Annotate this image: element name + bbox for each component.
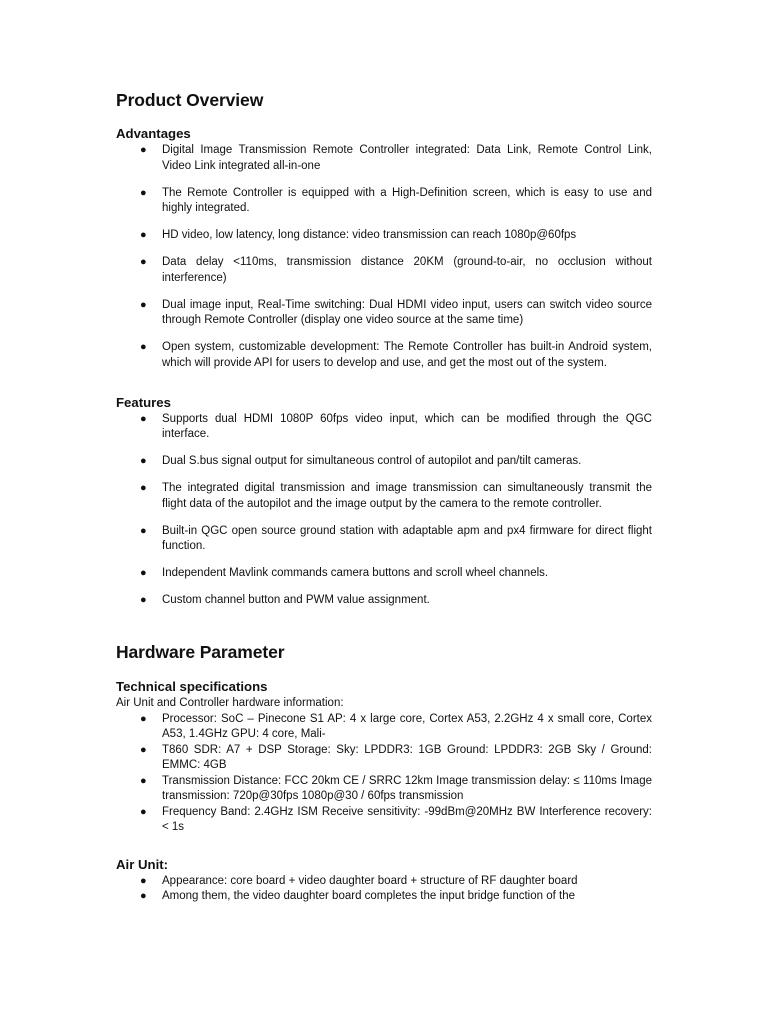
bullet-icon: ● bbox=[140, 712, 147, 725]
air-unit-list bbox=[116, 874, 652, 905]
bullet-icon: ● bbox=[140, 256, 147, 268]
list-item: ● The integrated digital transmission and image transmission can simultaneously transmit the flight data of the autopilot and the image output by the camera to the remote controller. bbox=[140, 482, 652, 510]
product-overview-title: Product Overview bbox=[116, 90, 264, 110]
list-item: ● Dual S.bus signal output for simultaneous control of autopilot and pan/tilt cameras. bbox=[116, 454, 652, 470]
bullet-icon: ● bbox=[140, 524, 147, 537]
list-item: ● Built-in QGC open source ground station with adaptable apm and px4 firmware for direct flight function. bbox=[140, 524, 652, 552]
bullet-icon: ● bbox=[140, 298, 147, 311]
list-item: ● Processor: SoC – Pinecone S1 AP: 4 x large core, Cortex A53, 2.2GHz 4 x small core, Cortex A53, 1.4GHz GPU: 4 core, Mali- bbox=[140, 712, 652, 740]
list-item: ● Dual image input, Real-Time switching: Dual HDMI video input, users can switch video source through Remote Controller (display one video source at the same time) bbox=[140, 298, 652, 326]
bullet-icon: ● bbox=[140, 412, 147, 425]
bullet-icon: ● bbox=[140, 874, 147, 887]
bullet-icon: ● bbox=[140, 594, 147, 606]
features-heading: Features bbox=[116, 394, 171, 410]
bullet-icon: ● bbox=[140, 455, 147, 467]
list-item: ● Data delay <110ms, transmission distance 20KM (ground-to-air, no occlusion without interference) bbox=[140, 256, 652, 284]
technical-specifications-heading: Technical specifications bbox=[116, 679, 268, 694]
list-item: ● Independent Mavlink commands camera buttons and scroll wheel channels. bbox=[116, 566, 652, 582]
bullet-icon: ● bbox=[140, 229, 147, 241]
advantages-list bbox=[116, 143, 652, 371]
bullet-icon: ● bbox=[140, 774, 147, 787]
list-item: ● The Remote Controller is equipped with a High-Definition screen, which is easy to use and highly integrated. bbox=[140, 186, 652, 214]
hardware-parameter-title: Hardware Parameter bbox=[116, 642, 285, 662]
list-item: ● HD video, low latency, long distance: video transmission can reach 1080p@60fps bbox=[116, 228, 652, 244]
document-page bbox=[116, 88, 652, 905]
list-item: ● Transmission Distance: FCC 20km CE / SRRC 12km Image transmission delay: ≤ 110ms Image transmission: 720p@30fps 1080p@30 / 60fps transmission bbox=[140, 774, 652, 802]
bullet-icon: ● bbox=[140, 743, 147, 756]
bullet-icon: ● bbox=[140, 341, 147, 353]
bullet-icon: ● bbox=[140, 567, 147, 579]
technical-intro-text: Air Unit and Controller hardware information: bbox=[116, 697, 344, 709]
list-item: ● Supports dual HDMI 1080P 60fps video input, which can be modified through the QGC interface. bbox=[140, 412, 652, 440]
list-item: ● Open system, customizable development: The Remote Controller has built-in Android system, which will provide API for users to develop and use, and get the most out of the system. bbox=[140, 341, 652, 369]
bullet-icon: ● bbox=[140, 890, 147, 902]
list-item: ● T860 SDR: A7 + DSP Storage: Sky: LPDDR3: 1GB Ground: LPDDR3: 2GB Sky / Ground: EMMC: 4GB bbox=[140, 743, 652, 771]
features-list bbox=[116, 412, 652, 609]
list-item: ● Appearance: core board + video daughter board + structure of RF daughter board bbox=[116, 874, 652, 890]
air-unit-heading: Air Unit: bbox=[116, 856, 169, 872]
list-item: ● Custom channel button and PWM value assignment. bbox=[116, 593, 652, 609]
list-item: ● Digital Image Transmission Remote Controller integrated: Data Link, Remote Control Link, Video Link integrated all-in-one bbox=[140, 144, 652, 172]
list-item: ● Frequency Band: 2.4GHz ISM Receive sensitivity: -99dBm@20MHz BW Interference recovery: < 1s bbox=[140, 805, 652, 833]
bullet-icon: ● bbox=[140, 144, 147, 156]
bullet-icon: ● bbox=[140, 805, 147, 818]
advantages-heading: Advantages bbox=[116, 126, 191, 141]
bullet-icon: ● bbox=[140, 186, 147, 199]
bullet-icon: ● bbox=[140, 482, 147, 494]
technical-specifications-list bbox=[116, 712, 652, 836]
list-item: ● Among them, the video daughter board completes the input bridge function of the bbox=[116, 889, 652, 905]
